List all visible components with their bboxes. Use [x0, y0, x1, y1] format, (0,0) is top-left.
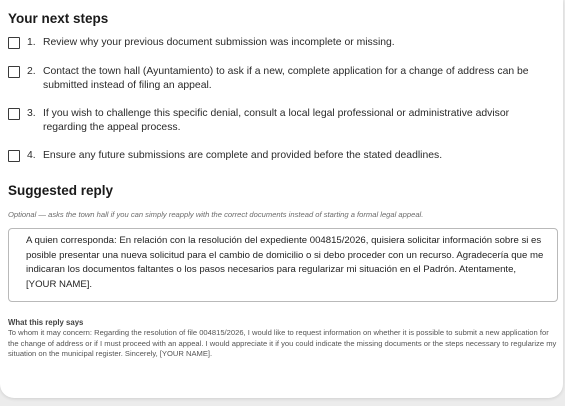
suggested-reply-textbox[interactable]: A quien corresponda: En relación con la resolución del expediente 004815/2026, quisiera solicitar información sobre si es posible presentar una nueva solicitud para el cambio de domicilio o si debo proceder con un recurso. Agradecería que me indicaran los documentos faltantes o los pasos necesarios para regularizar mi situación en el Padrón. Atentamente, [YOUR NAME]. [8, 228, 558, 302]
suggested-reply-title: Suggested reply [8, 183, 114, 198]
step-2-number: 2. [27, 66, 36, 77]
step-3-number: 3. [27, 108, 36, 119]
step-1-number: 1. [27, 37, 36, 48]
step-3-checkbox[interactable] [8, 108, 20, 120]
step-4-number: 4. [27, 150, 36, 161]
step-3-text: If you wish to challenge this specific denial, consult a local legal professional or administrative advisor regarding the appeal process. [43, 108, 510, 133]
step-1-text: Review why your previous document submission was incomplete or missing. [43, 37, 395, 48]
next-steps-title: Your next steps [8, 11, 109, 26]
step-item-4 [8, 149, 549, 163]
step-item-2 [8, 65, 549, 93]
step-item-3 [8, 107, 549, 135]
step-4-checkbox[interactable] [8, 150, 20, 162]
step-4-text: Ensure any future submissions are complete and provided before the stated deadlines. [43, 150, 443, 161]
step-2-text: Contact the town hall (Ayuntamiento) to ask if a new, complete application for a change of address can be submitted instead of filing an appeal. [43, 66, 529, 91]
translation-text: To whom it may concern: Regarding the resolution of file 004815/2026, I would like to request information on whether it is possible to submit a new application for the change of address or if I must proceed with an appeal. I would appreciate it if you could indicate the missing documents or the steps necessary to regularize my situation on the municipal register. Sincerely, [YOUR NAME]. [8, 328, 557, 358]
step-1-checkbox[interactable] [8, 37, 20, 49]
step-item-1 [8, 36, 549, 50]
suggested-reply-subtitle: Optional — asks the town hall if you can simply reapply with the correct documents instead of starting a formal legal appeal. [8, 210, 424, 219]
translation-label: What this reply says [8, 318, 84, 327]
step-2-checkbox[interactable] [8, 66, 20, 78]
